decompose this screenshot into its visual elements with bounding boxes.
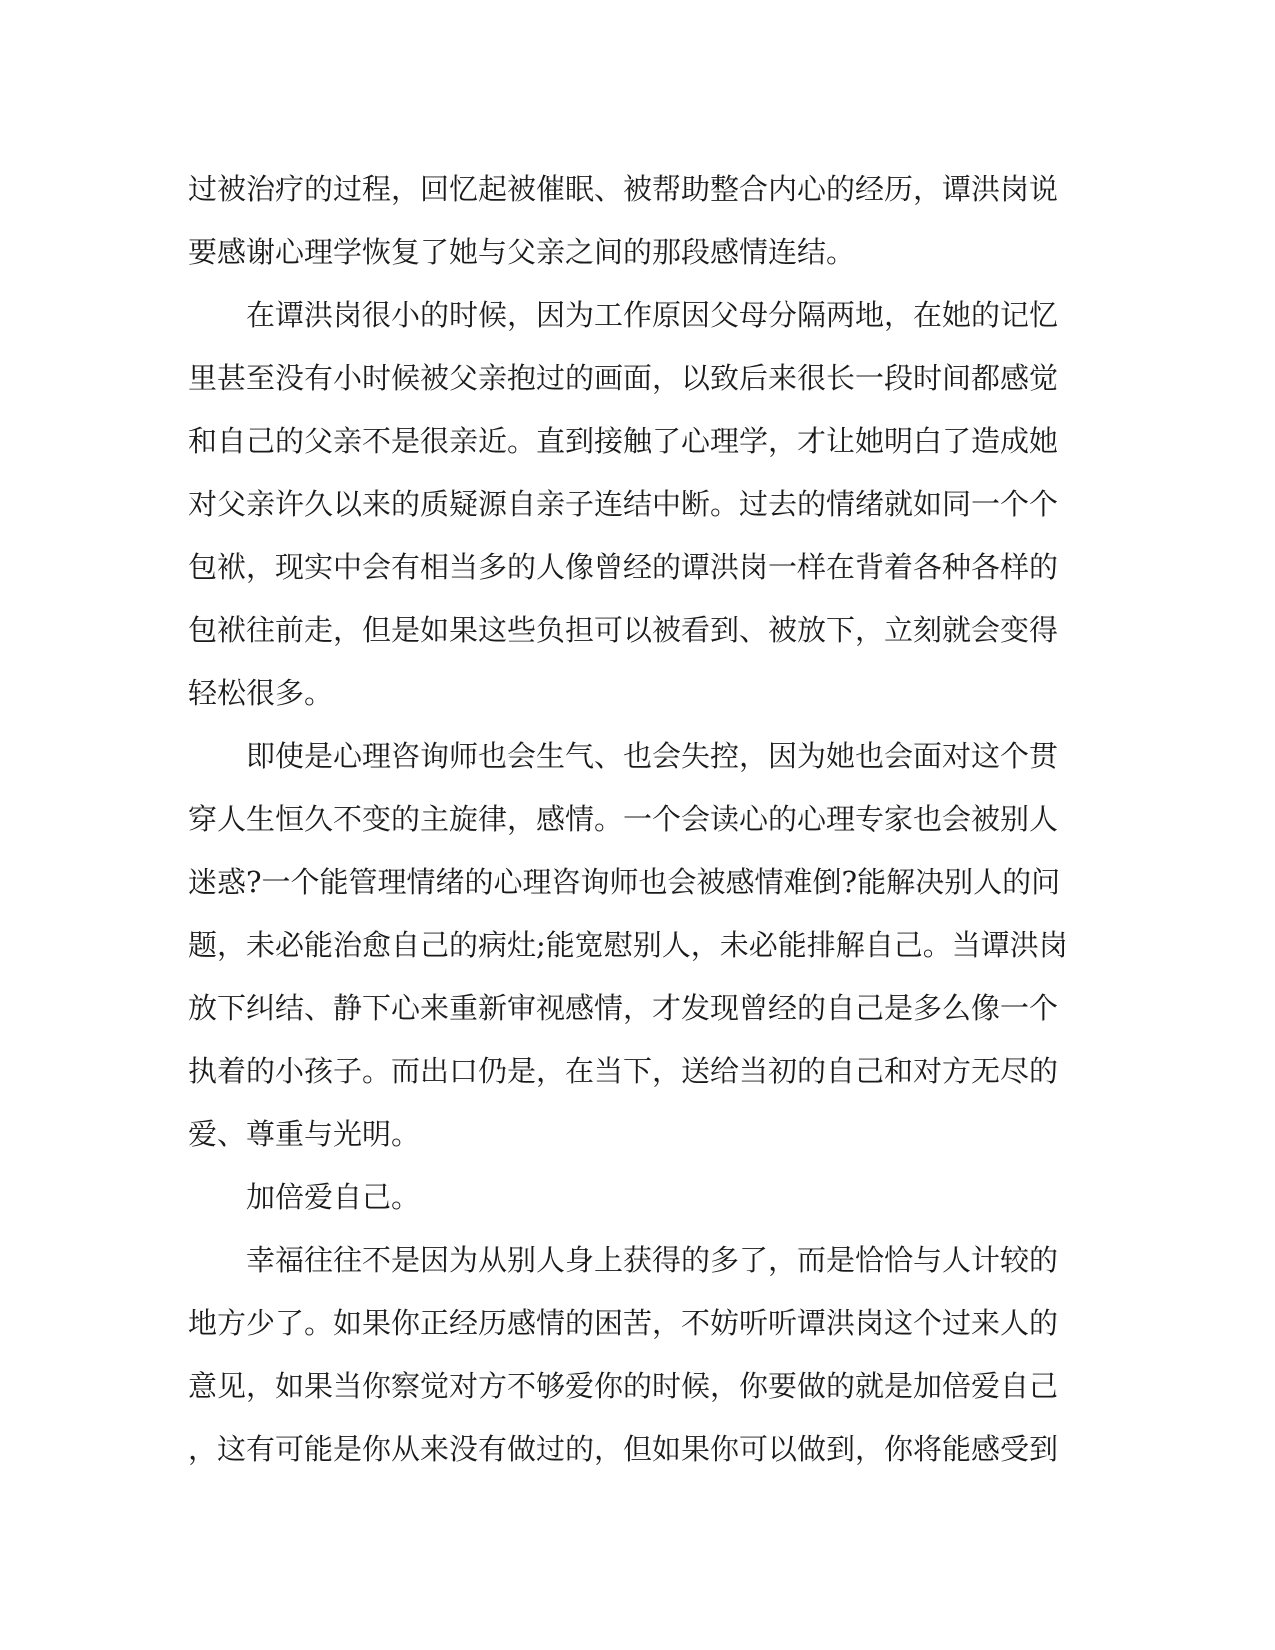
text-line: 执着的小孩子。而出口仍是，在当下，送给当初的自己和对方无尽的 — [188, 1054, 1059, 1088]
text-line: 过被治疗的过程，回忆起被催眠、被帮助整合内心的经历，谭洪岗说 — [188, 172, 1059, 206]
text-line: 和自己的父亲不是很亲近。直到接触了心理学，才让她明白了造成她 — [188, 424, 1059, 458]
text-line: 地方少了。如果你正经历感情的困苦，不妨听听谭洪岗这个过来人的 — [188, 1306, 1059, 1340]
text-line: 放下纠结、静下心来重新审视感情，才发现曾经的自己是多么像一个 — [188, 991, 1059, 1025]
text-line: 穿人生恒久不变的主旋律，感情。一个会读心的心理专家也会被别人 — [188, 802, 1059, 836]
text-line: 包袱，现实中会有相当多的人像曾经的谭洪岗一样在背着各种各样的 — [188, 550, 1059, 584]
text-line: 意见，如果当你察觉对方不够爱你的时候，你要做的就是加倍爱自己 — [188, 1369, 1059, 1403]
text-line: 幸福往往不是因为从别人身上获得的多了，而是恰恰与人计较的 — [188, 1243, 1059, 1277]
text-line: 包袱往前走，但是如果这些负担可以被看到、被放下，立刻就会变得 — [188, 613, 1059, 647]
text-line: 轻松很多。 — [188, 676, 334, 710]
text-line: 迷惑?一个能管理情绪的心理咨询师也会被感情难倒?能解决别人的问 — [188, 865, 1061, 899]
text-line: ，这有可能是你从来没有做过的，但如果你可以做到，你将能感受到 — [188, 1432, 1059, 1466]
text-line: 对父亲许久以来的质疑源自亲子连结中断。过去的情绪就如同一个个 — [188, 487, 1059, 521]
text-line: 题，未必能治愈自己的病灶;能宽慰别人，未必能排解自己。当谭洪岗 — [188, 928, 1068, 962]
text-line: 要感谢心理学恢复了她与父亲之间的那段感情连结。 — [188, 235, 856, 269]
text-line: 即使是心理咨询师也会生气、也会失控，因为她也会面对这个贯 — [188, 739, 1059, 773]
body-text — [188, 158, 1068, 1481]
text-line: 加倍爱自己。 — [188, 1180, 421, 1214]
text-line: 爱、尊重与光明。 — [188, 1117, 421, 1151]
text-line: 里甚至没有小时候被父亲抱过的画面，以致后来很长一段时间都感觉 — [188, 361, 1059, 395]
text-line: 在谭洪岗很小的时候，因为工作原因父母分隔两地，在她的记忆 — [188, 298, 1059, 332]
